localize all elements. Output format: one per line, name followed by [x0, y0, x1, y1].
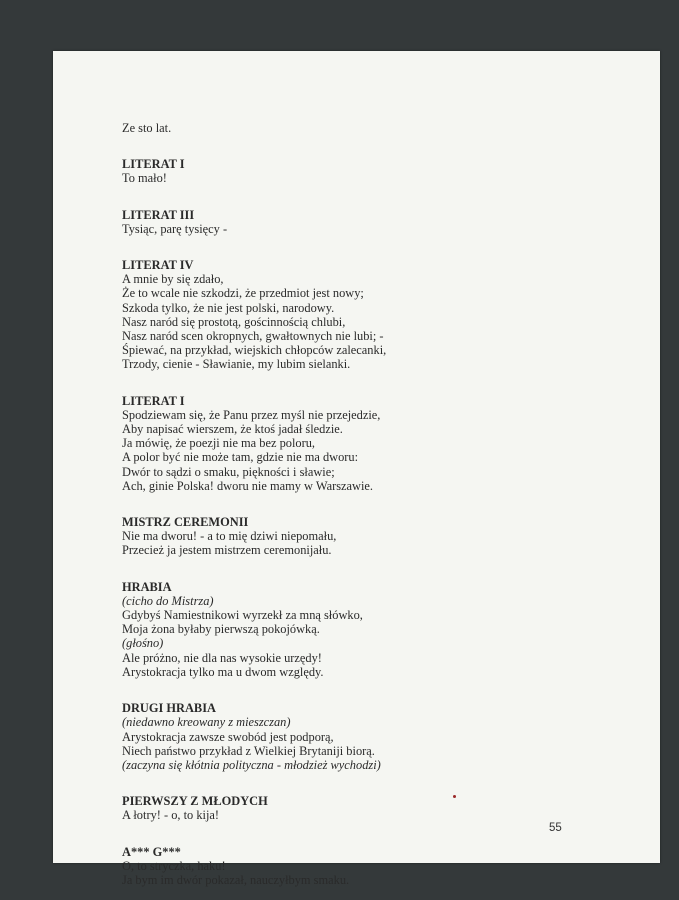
speaker-heading: LITERAT III — [122, 207, 195, 222]
verse-line: Ja mówię, że poezji nie ma bez poloru, — [122, 436, 316, 451]
stanza-gap — [122, 772, 622, 794]
verse-line: A polor być nie może tam, gdzie nie ma dworu: — [122, 450, 359, 465]
speaker-heading: MISTRZ CEREMONII — [122, 515, 249, 530]
speaker-heading: LITERAT I — [122, 157, 185, 172]
verse-line: Moja żona byłaby pierwszą pokojówką. — [122, 622, 320, 637]
verse-line: A mnie by się zdało, — [122, 272, 224, 287]
stanza-gap — [122, 236, 622, 258]
verse-line: Ale próżno, nie dla nas wysokie urzędy! — [122, 650, 322, 665]
verse-line: Dwór to sądzi o smaku, piękności i sławie; — [122, 464, 335, 479]
verse-line: Nasz naród się prostotą, gościnnością chlubi, — [122, 314, 346, 329]
verse-line: Aby napisać wierszem, że ktoś jadał śledzie. — [122, 422, 343, 437]
verse-line: Arystokracja tylko ma u dwom względy. — [122, 664, 324, 679]
verse-line: Przecież ja jestem mistrzem ceremonijału. — [122, 543, 332, 558]
verse-line: To mało! — [122, 171, 167, 186]
stage-direction: (zaczyna się kłótnia polityczna - młodzież wychodzi) — [122, 757, 381, 772]
speaker-heading: DRUGI HRABIA — [122, 701, 216, 716]
verse-line: Niech państwo przykład z Wielkiej Brytaniji biorą. — [122, 743, 375, 758]
verse-line: A łotry! - o, to kija! — [122, 808, 220, 823]
speaker-heading: PIERWSZY Z MŁODYCH — [122, 794, 268, 809]
stage-direction: (niedawno kreowany z mieszczan) — [122, 715, 291, 730]
stanza-gap — [122, 372, 622, 394]
verse-line: Tysiąc, parę tysięcy - — [122, 221, 228, 236]
verse-line: O, to stryczka, haku! — [122, 858, 226, 873]
verse-line: Nasz naród scen okropnych, gwałtownych nie lubi; - — [122, 329, 384, 344]
verse-line: Ze sto lat. — [122, 121, 172, 135]
verse-line: Gdybyś Namiestnikowi wyrzekł za mną słówko, — [122, 608, 363, 623]
verse-line: Ja bym im dwór pokazał, nauczyłbym smaku. — [122, 872, 350, 887]
speaker-heading: HRABIA — [122, 579, 172, 594]
stanza-gap — [122, 135, 622, 157]
stage-direction: (cicho do Mistrza) — [122, 593, 214, 608]
stanza-gap — [122, 679, 622, 701]
verse-line: Ach, ginie Polska! dworu nie mamy w Warszawie. — [122, 478, 374, 493]
verse-line: Szkoda tylko, że nie jest polski, narodowy. — [122, 300, 335, 315]
verse-line: Spodziewam się, że Panu przez myśl nie przejedzie, — [122, 407, 381, 422]
speaker-heading: LITERAT IV — [122, 258, 194, 273]
speaker-heading: A*** G*** — [122, 844, 181, 859]
verse-line: Arystokracja zawsze swobód jest podporą, — [122, 729, 334, 744]
page-number: 55 — [549, 822, 562, 834]
verse-line: Nie ma dworu! - a to mię dziwi niepomału, — [122, 529, 337, 544]
stanza-gap — [122, 558, 622, 580]
verse-line: Że to wcale nie szkodzi, że przedmiot jest nowy; — [122, 286, 364, 301]
drama-text — [122, 121, 622, 887]
verse-line: Śpiewać, na przykład, wiejskich chłopców zalecanki, — [122, 343, 387, 358]
verse-line: Trzody, cienie - Sławianie, my lubim sielanki. — [122, 357, 351, 372]
stage-direction: (głośno) — [122, 636, 164, 651]
stanza-gap — [122, 823, 622, 845]
speaker-heading: LITERAT I — [122, 393, 185, 408]
stanza-gap — [122, 493, 622, 515]
document-page — [53, 51, 660, 887]
red-dot-mark — [453, 795, 456, 798]
stanza-gap — [122, 186, 622, 208]
